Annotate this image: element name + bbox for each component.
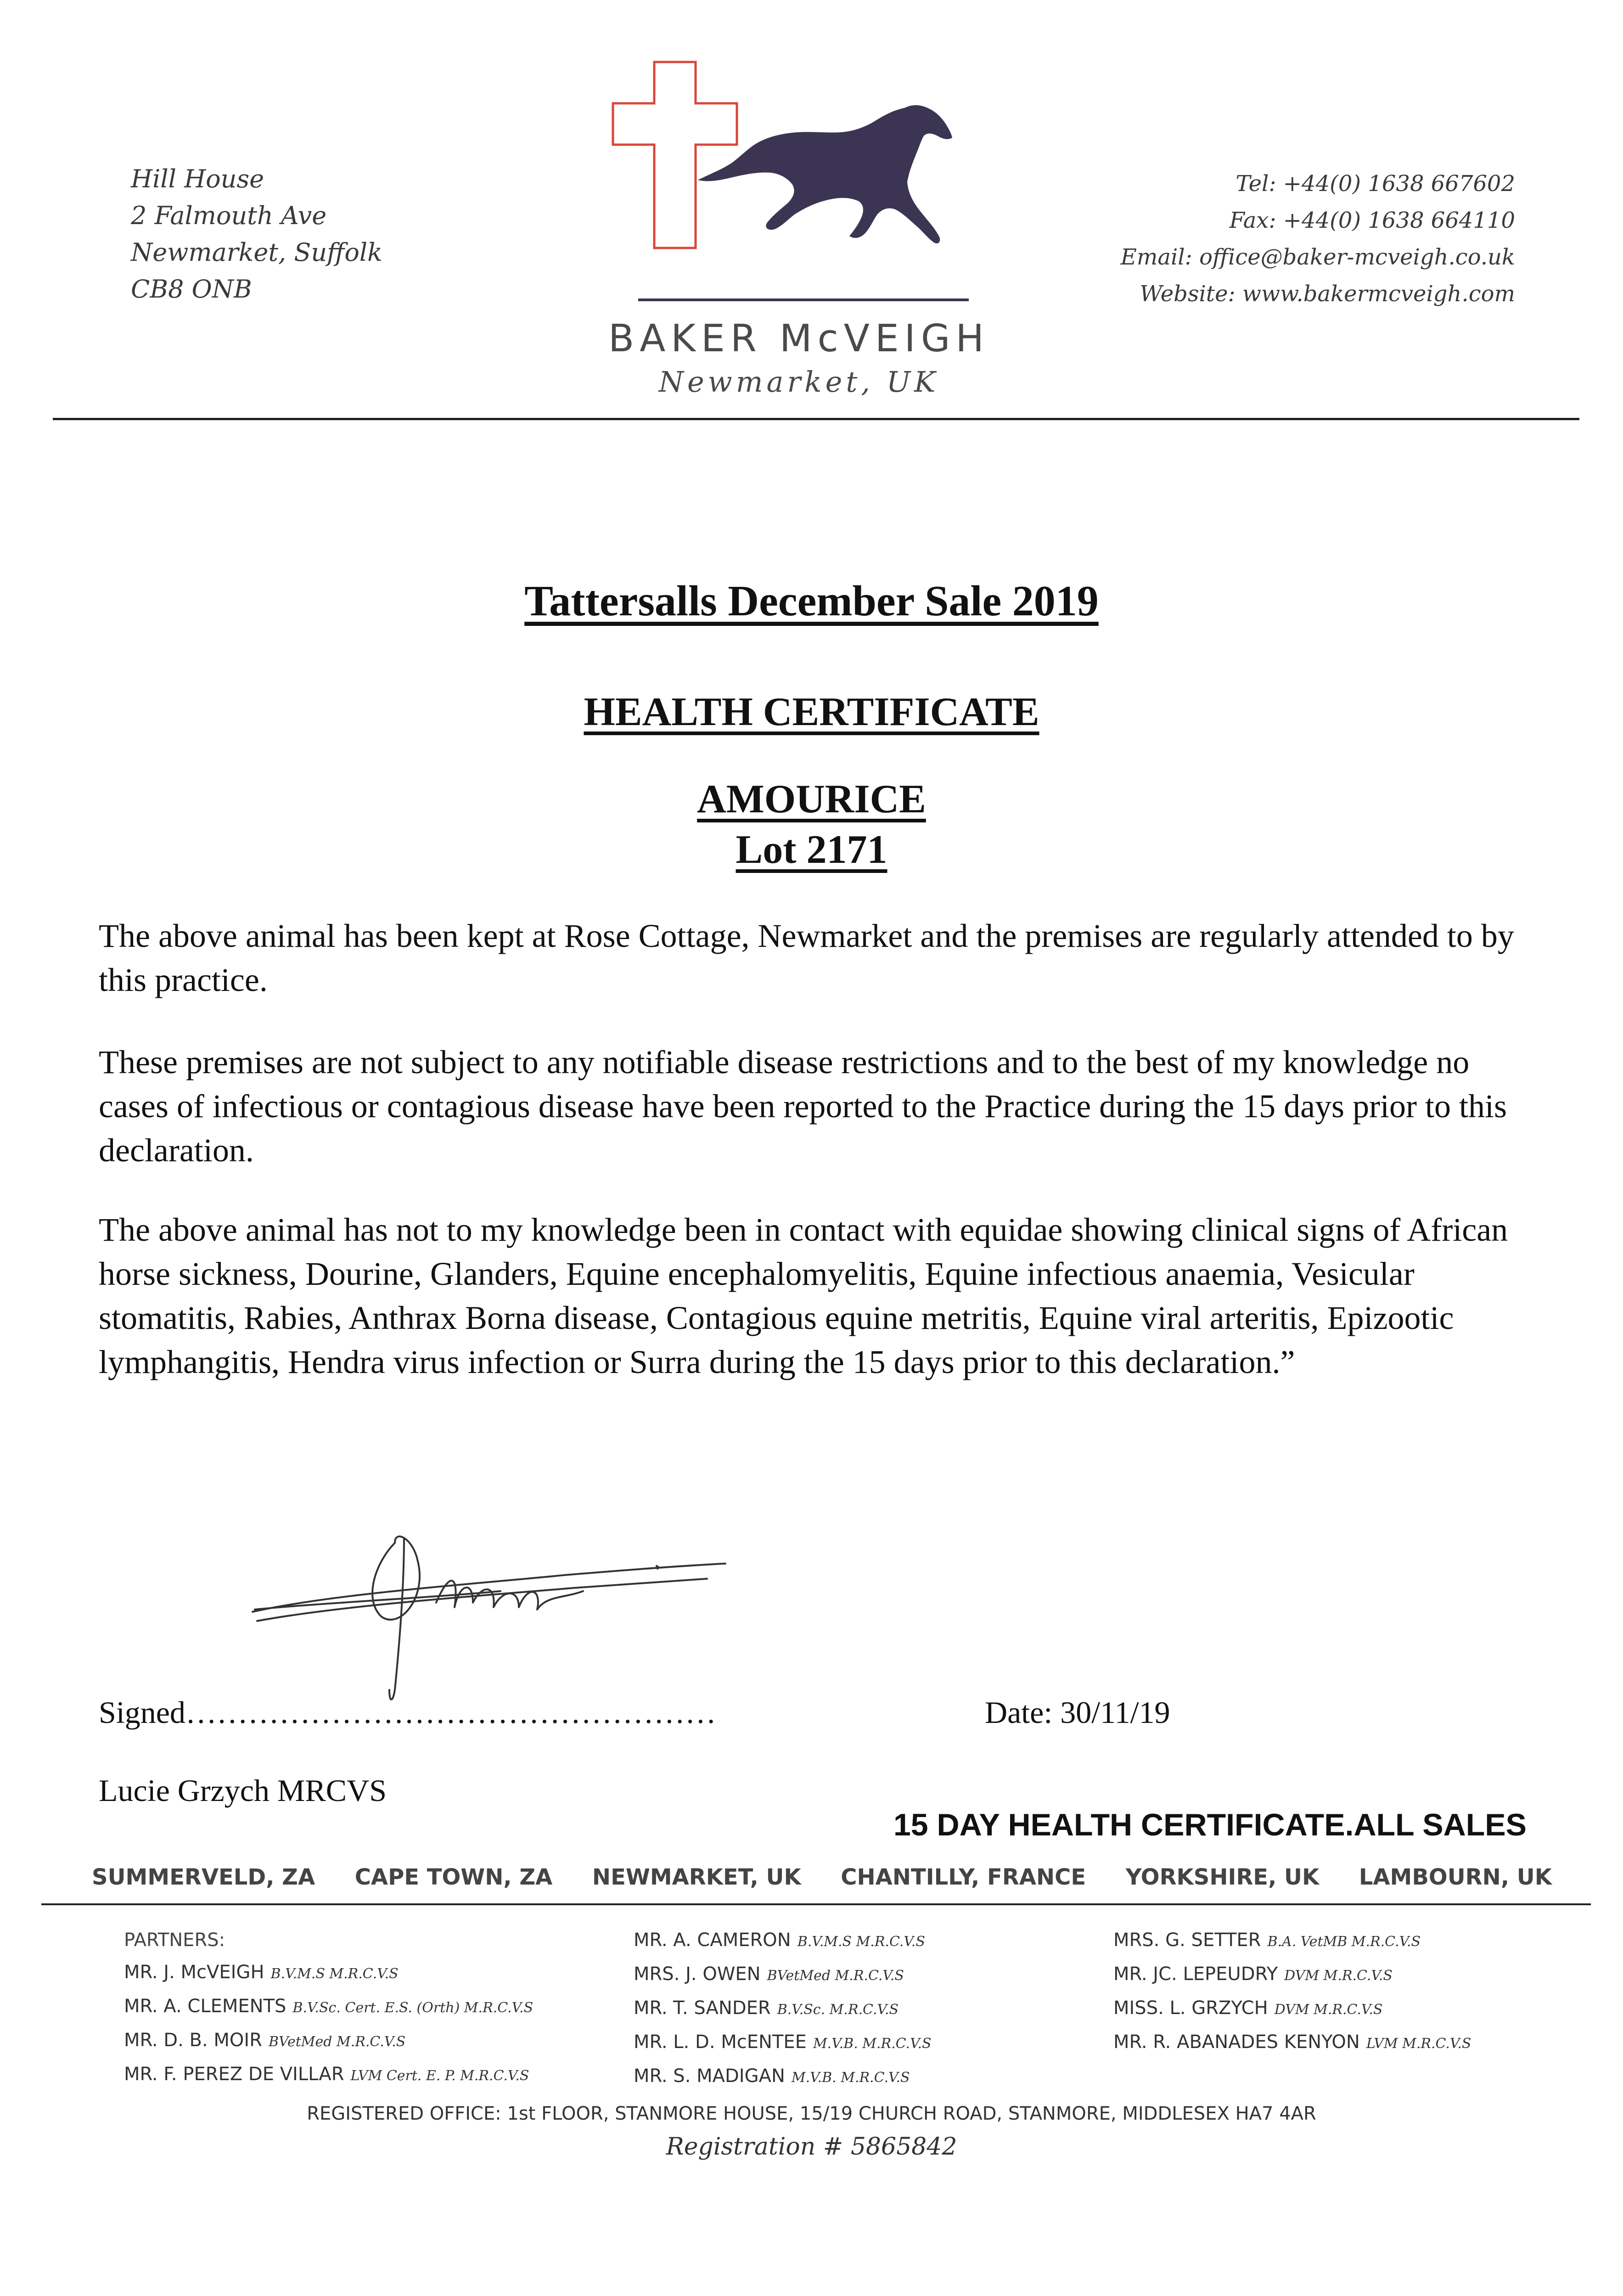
brand-location: Newmarket, UK (658, 365, 939, 399)
location-item: SUMMERVELD, ZA (92, 1864, 315, 1890)
partner-name: MR. JC. LEPEUDRY (1113, 1964, 1278, 1985)
partner-row (124, 2058, 620, 2092)
partner-name: MR. S. MADIGAN (634, 2065, 785, 2087)
address-line: Newmarket, Suffolk (131, 238, 382, 267)
office-locations (92, 1864, 1552, 1890)
partner-row (634, 2060, 1116, 2094)
location-item: YORKSHIRE, UK (1125, 1864, 1320, 1890)
partners-column-2 (634, 1924, 1116, 2094)
location-item: CAPE TOWN, ZA (354, 1864, 553, 1890)
partner-name: MRS. J. OWEN (634, 1964, 761, 1985)
partner-row (634, 1992, 1116, 2026)
certificate-type-label: 15 DAY HEALTH CERTIFICATE.ALL SALES (893, 1807, 1527, 1842)
partner-qualification: LVM M.R.C.V.S (1366, 2036, 1471, 2052)
address-line: 2 Falmouth Ave (131, 201, 327, 230)
logo-rule (638, 298, 969, 301)
partners-column-3 (1113, 1924, 1595, 2060)
telephone: Tel: +44(0) 1638 667602 (1236, 171, 1515, 197)
partner-row (1113, 2026, 1595, 2060)
practice-logo (611, 60, 996, 317)
location-item: NEWMARKET, UK (592, 1864, 801, 1890)
partner-row (1113, 1958, 1595, 1992)
partner-qualification: B.V.M.S M.R.C.V.S (797, 1934, 925, 1950)
partner-row (124, 2024, 620, 2058)
partner-row (634, 1924, 1116, 1958)
partner-qualification: B.V.Sc. M.R.C.V.S (777, 2002, 899, 2018)
partner-row (634, 2026, 1116, 2060)
certificate-title: HEALTH CERTIFICATE (584, 690, 1039, 734)
partner-qualification: DVM M.R.C.V.S (1284, 1968, 1393, 1984)
brand-name: BAKER McVEIGH (608, 317, 990, 360)
partner-qualification: BVetMed M.R.C.V.S (269, 2034, 406, 2050)
partner-name: MR. R. ABANADES KENYON (1113, 2032, 1360, 2053)
horse-name: AMOURICE (697, 777, 926, 822)
partners-heading: PARTNERS: (124, 1930, 225, 1951)
partner-row (1113, 1992, 1595, 2026)
registered-office: REGISTERED OFFICE: 1st FLOOR, STANMORE HOUSE, 15/19 CHURCH ROAD, STANMORE, MIDDLESEX HA7 4AR (307, 2103, 1316, 2124)
paragraph-contact-declaration: The above animal has not to my knowledge been in contact with equidae showing clinical signs of African horse sickness, Dourine, Glanders, Equine encephalomyelitis, Equine infectious anaemia, Vesicular stomatitis, Rabies, Anthrax Borna disease, Contagious equine metritis, Equine viral arteritis, Epizootic lymphangitis, Hendra virus infection or Surra during the 15 days prior to this declaration.” (99, 1211, 1508, 1380)
partner-name: MR. T. SANDER (634, 1998, 771, 2019)
partners-column-1 (124, 1924, 620, 2092)
partner-qualification: M.V.B. M.R.C.V.S (813, 2036, 932, 2052)
signer-name: Lucie Grzych MRCVS (99, 1773, 387, 1808)
signature-line: Signed…………………………………………… (99, 1695, 716, 1730)
header-divider (53, 418, 1579, 420)
signature-image (243, 1497, 762, 1708)
location-item: CHANTILLY, FRANCE (841, 1864, 1086, 1890)
partner-qualification: B.V.Sc. Cert. E.S. (Orth) M.R.C.V.S (292, 2000, 534, 2016)
partner-row (124, 1990, 620, 2024)
location-item: LAMBOURN, UK (1359, 1864, 1552, 1890)
registration-number: Registration # 5865842 (666, 2133, 957, 2161)
footer-divider (41, 1903, 1591, 1905)
address-line: CB8 ONB (131, 275, 252, 304)
paragraph-premises: The above animal has been kept at Rose Cottage, Newmarket and the premises are regularly attended to by this practice. (99, 917, 1514, 998)
partner-name: MRS. G. SETTER (1113, 1930, 1261, 1951)
email-link[interactable]: Email: office@baker-mcveigh.co.uk (1120, 244, 1515, 270)
website-link[interactable]: Website: www.bakermcveigh.com (1140, 281, 1515, 307)
partner-name: MR. A. CAMERON (634, 1930, 791, 1951)
partner-name: MR. F. PEREZ DE VILLAR (124, 2064, 344, 2085)
partner-qualification: B.A. VetMB M.R.C.V.S (1267, 1934, 1421, 1950)
partner-name: MR. D. B. MOIR (124, 2030, 262, 2051)
practice-contact (1056, 165, 1515, 312)
sale-title: Tattersalls December Sale 2019 (524, 577, 1099, 625)
partner-qualification: BVetMed M.R.C.V.S (767, 1968, 904, 1984)
partner-name: MR. J. McVEIGH (124, 1962, 264, 1983)
partner-name: MR. L. D. McENTEE (634, 2032, 807, 2053)
cross-icon (613, 62, 737, 248)
partner-qualification: DVM M.R.C.V.S (1274, 2002, 1383, 2018)
partner-qualification: LVM Cert. E. P. M.R.C.V.S (350, 2068, 529, 2084)
partner-qualification: M.V.B. M.R.C.V.S (791, 2070, 910, 2086)
partner-row (124, 1956, 620, 1990)
partner-name: MR. A. CLEMENTS (124, 1996, 286, 2017)
address-line: Hill House (131, 164, 264, 193)
paragraph-restrictions: These premises are not subject to any notifiable disease restrictions and to the best of my knowledge no cases of infectious or contagious disease have been reported to the Practice during the 15 days prior to this declaration. (99, 1044, 1507, 1169)
fax: Fax: +44(0) 1638 664110 (1229, 208, 1515, 233)
partner-row (1113, 1924, 1595, 1958)
partner-row (634, 1958, 1116, 1992)
lot-number: Lot 2171 (736, 827, 887, 872)
partner-qualification: B.V.M.S M.R.C.V.S (270, 1966, 399, 1982)
partner-name: MISS. L. GRZYCH (1113, 1998, 1268, 2019)
certificate-date: Date: 30/11/19 (985, 1695, 1170, 1730)
practice-address (131, 161, 452, 308)
